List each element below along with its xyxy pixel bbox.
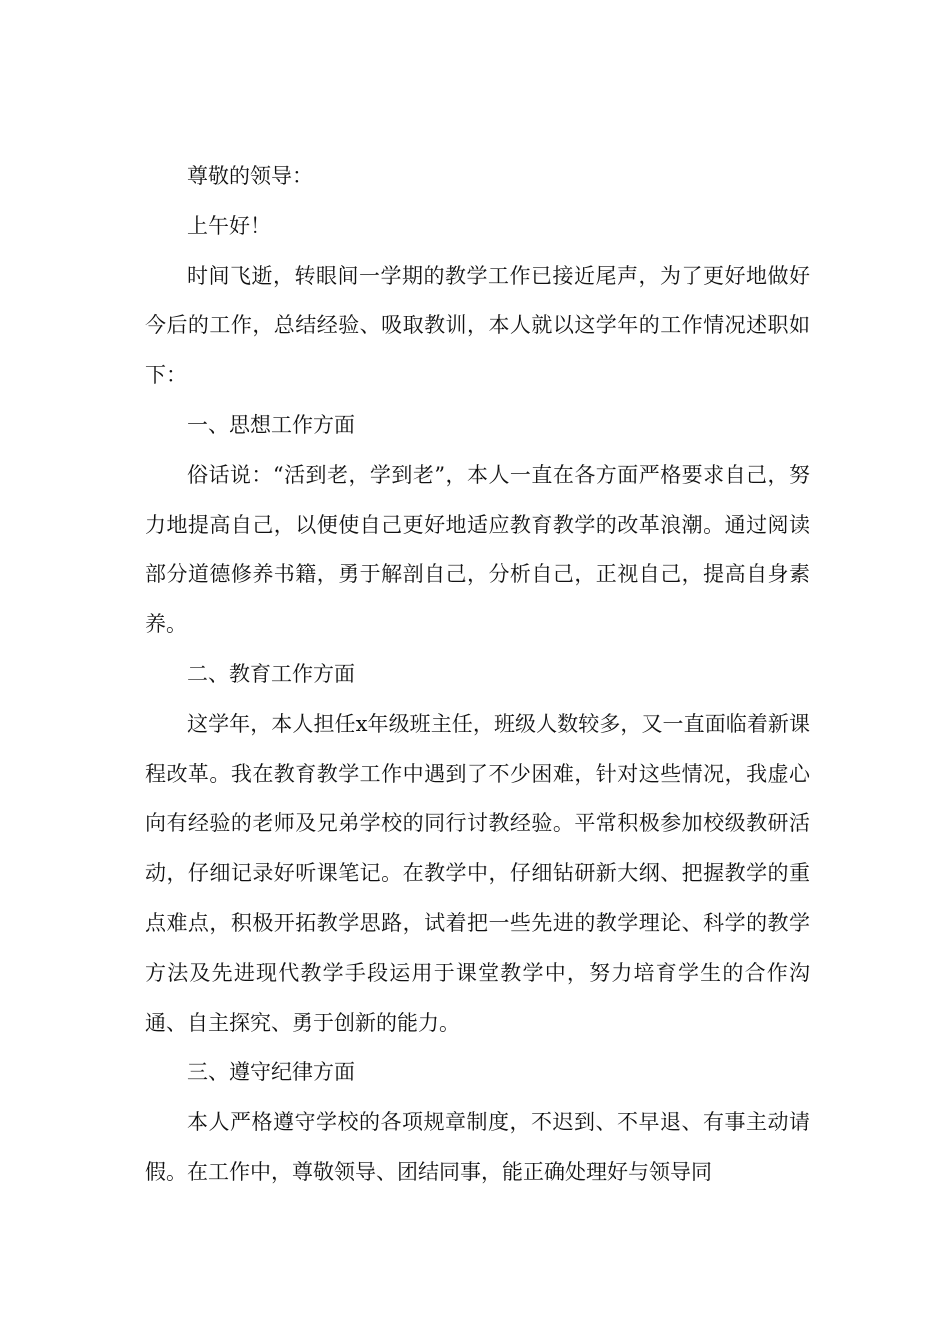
- education-paragraph: 这学年，本人担任x年级班主任，班级人数较多，又一直面临着新课程改革。我在教育教学工作中遇到了不少困难，针对这些情况，我虚心向有经验的老师及兄弟学校的同行讨教经验。平常积极参加校级教研活动，仔细记录好听课笔记。在教学中，仔细钻研新大纲、把握教学的重点难点，积极开拓教学思路，试着把一些先进的教学理论、科学的教学方法及先进现代教学手段运用于课堂教学中，努力培育学生的合作沟通、自主探究、勇于创新的能力。: [145, 711, 810, 1035]
- salutation: 尊敬的领导：: [187, 164, 313, 188]
- thought-paragraph: 俗话说：“活到老，学到老”，本人一直在各方面严格要求自己，努力地提高自己，以便使自己更好地适应教育教学的改革浪潮。通过阅读部分道德修养书籍，勇于解剖自己，分析自己，正视自己，提高自身素养。: [145, 462, 810, 637]
- section-heading-education: 二、教育工作方面: [187, 661, 355, 686]
- section-heading-discipline: 三、遵守纪律方面: [187, 1060, 355, 1085]
- discipline-paragraph: 本人严格遵守学校的各项规章制度，不迟到、不早退、有事主动请假。在工作中，尊敬领导、团结同事，能正确处理好与领导同: [145, 1110, 810, 1184]
- section-heading-thought: 一、思想工作方面: [187, 412, 355, 437]
- document-body: [145, 152, 810, 1198]
- greeting: 上午好！: [187, 213, 271, 238]
- intro-paragraph: 时间飞逝，转眼间一学期的教学工作已接近尾声，为了更好地做好今后的工作，总结经验、吸取教训，本人就以这学年的工作情况述职如下：: [145, 263, 810, 388]
